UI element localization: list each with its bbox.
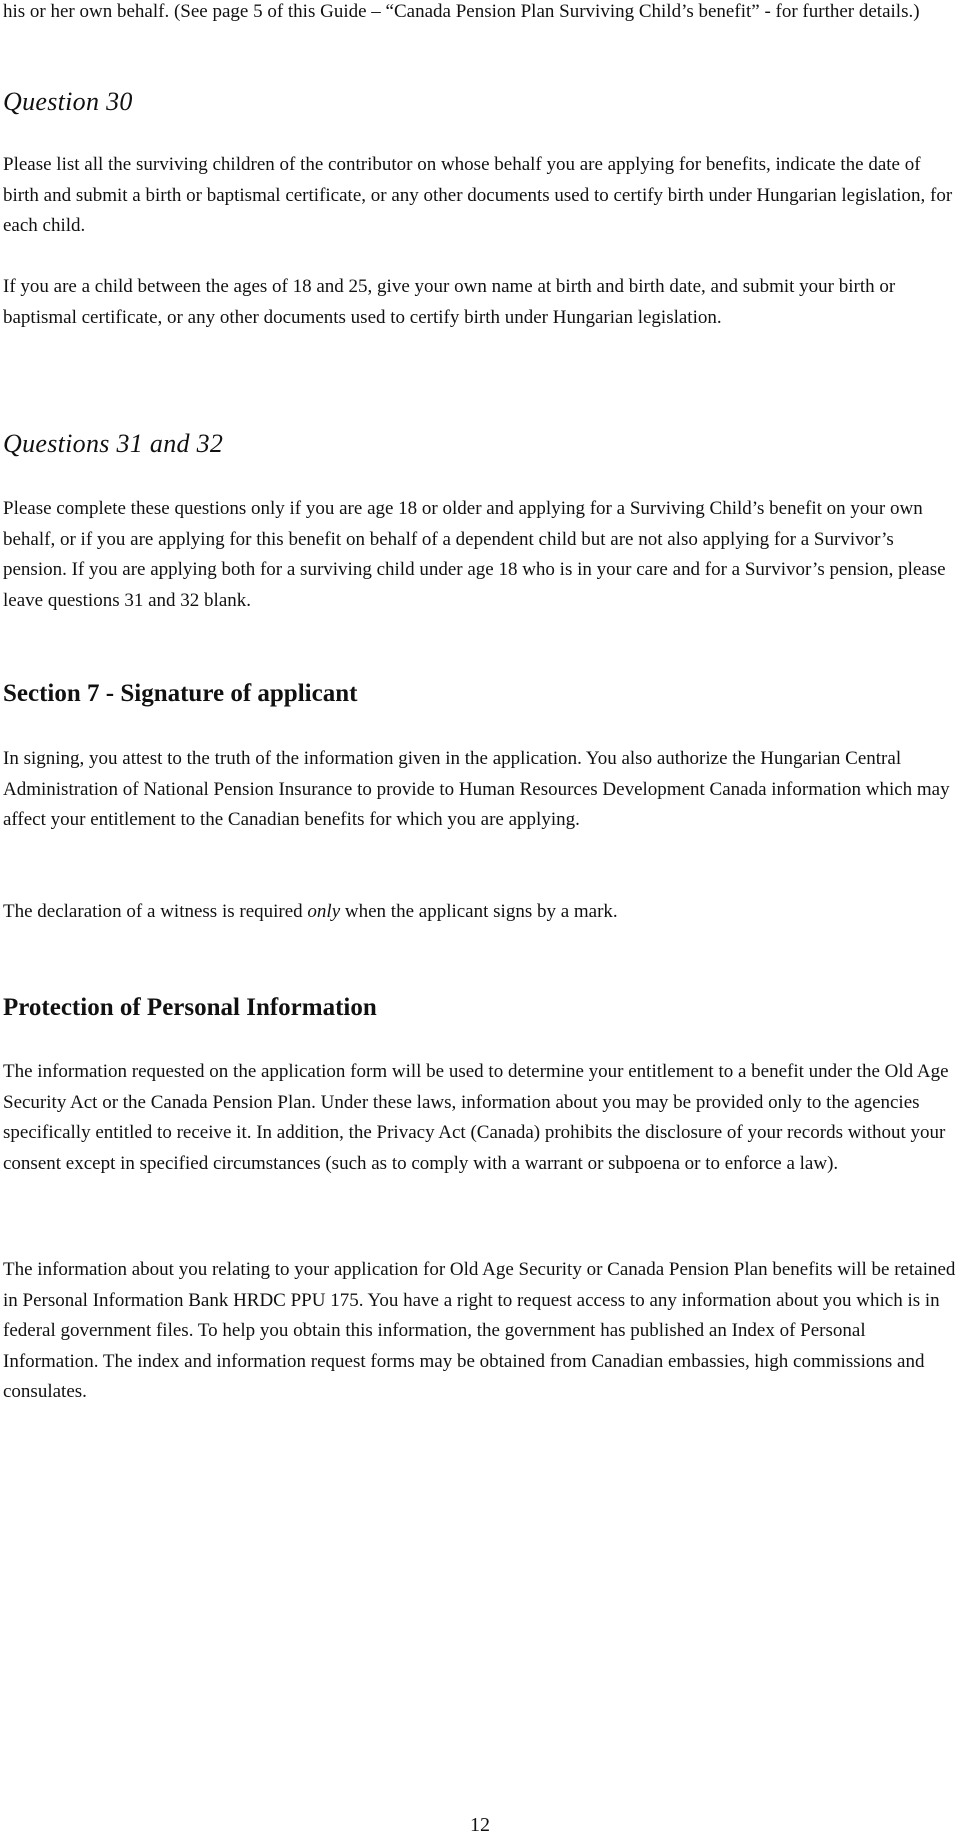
witness-text-after: when the applicant signs by a mark. [340, 901, 618, 922]
page-number: 12 [470, 1814, 490, 1836]
question-30-paragraph-2: If you are a child between the ages of 18 and 25, give your own name at birth and birth date, and submit your birth or baptismal certificate, or any other documents used to certify birth under Hungarian legislation. [3, 276, 896, 328]
question-30-heading: Question 30 [3, 87, 133, 116]
protection-heading: Protection of Personal Information [3, 994, 377, 1021]
questions-31-32-paragraph: Please complete these questions only if you are age 18 or older and applying for a Surviving Child’s benefit on your own behalf, or if you are applying for this benefit on behalf of a dependent child but are not also applying for a Survivor’s pension. If you are applying both for a surviving child under age 18 who is in your care and for a Survivor’s pension, please leave questions 31 and 32 blank. [3, 498, 946, 611]
witness-text-before: The declaration of a witness is required [3, 901, 308, 922]
questions-31-32-heading: Questions 31 and 32 [3, 429, 224, 458]
protection-paragraph-2: The information about you relating to your application for Old Age Security or Canada Pension Plan benefits will be retained in Personal Information Bank HRDC PPU 175. You have a right to request access to any information about you which is in federal government files. To help you obtain this information, the government has published an Index of Personal Information. The index and information request forms may be obtained from Canadian embassies, high commissions and consulates. [3, 1259, 956, 1402]
witness-text-emphasis: only [307, 901, 341, 922]
protection-paragraph-1: The information requested on the application form will be used to determine your entitlement to a benefit under the Old Age Security Act or the Canada Pension Plan. Under these laws, information about you may be provided only to the agencies specifically entitled to receive it. In addition, the Privacy Act (Canada) prohibits the disclosure of your records without your consent except in specified circumstances (such as to comply with a warrant or subpoena or to enforce a law). [3, 1061, 949, 1174]
section-7-paragraph-2 [3, 897, 958, 928]
section-7-heading: Section 7 - Signature of applicant [3, 680, 358, 707]
section-7-paragraph-1: In signing, you attest to the truth of the information given in the application. You also authorize the Hungarian Central Administration of National Pension Insurance to provide to Human Resources Development Canada information which may affect your entitlement to the Canadian benefits for which you are applying. [3, 748, 950, 830]
intro-paragraph: his or her own behalf. (See page 5 of this Guide – “Canada Pension Plan Surviving Child’s benefit” - for further details.) [3, 1, 920, 22]
question-30-paragraph-1: Please list all the surviving children of the contributor on whose behalf you are applying for benefits, indicate the date of birth and submit a birth or baptismal certificate, or any other documents used to certify birth under Hungarian legislation, for each child. [3, 154, 953, 236]
